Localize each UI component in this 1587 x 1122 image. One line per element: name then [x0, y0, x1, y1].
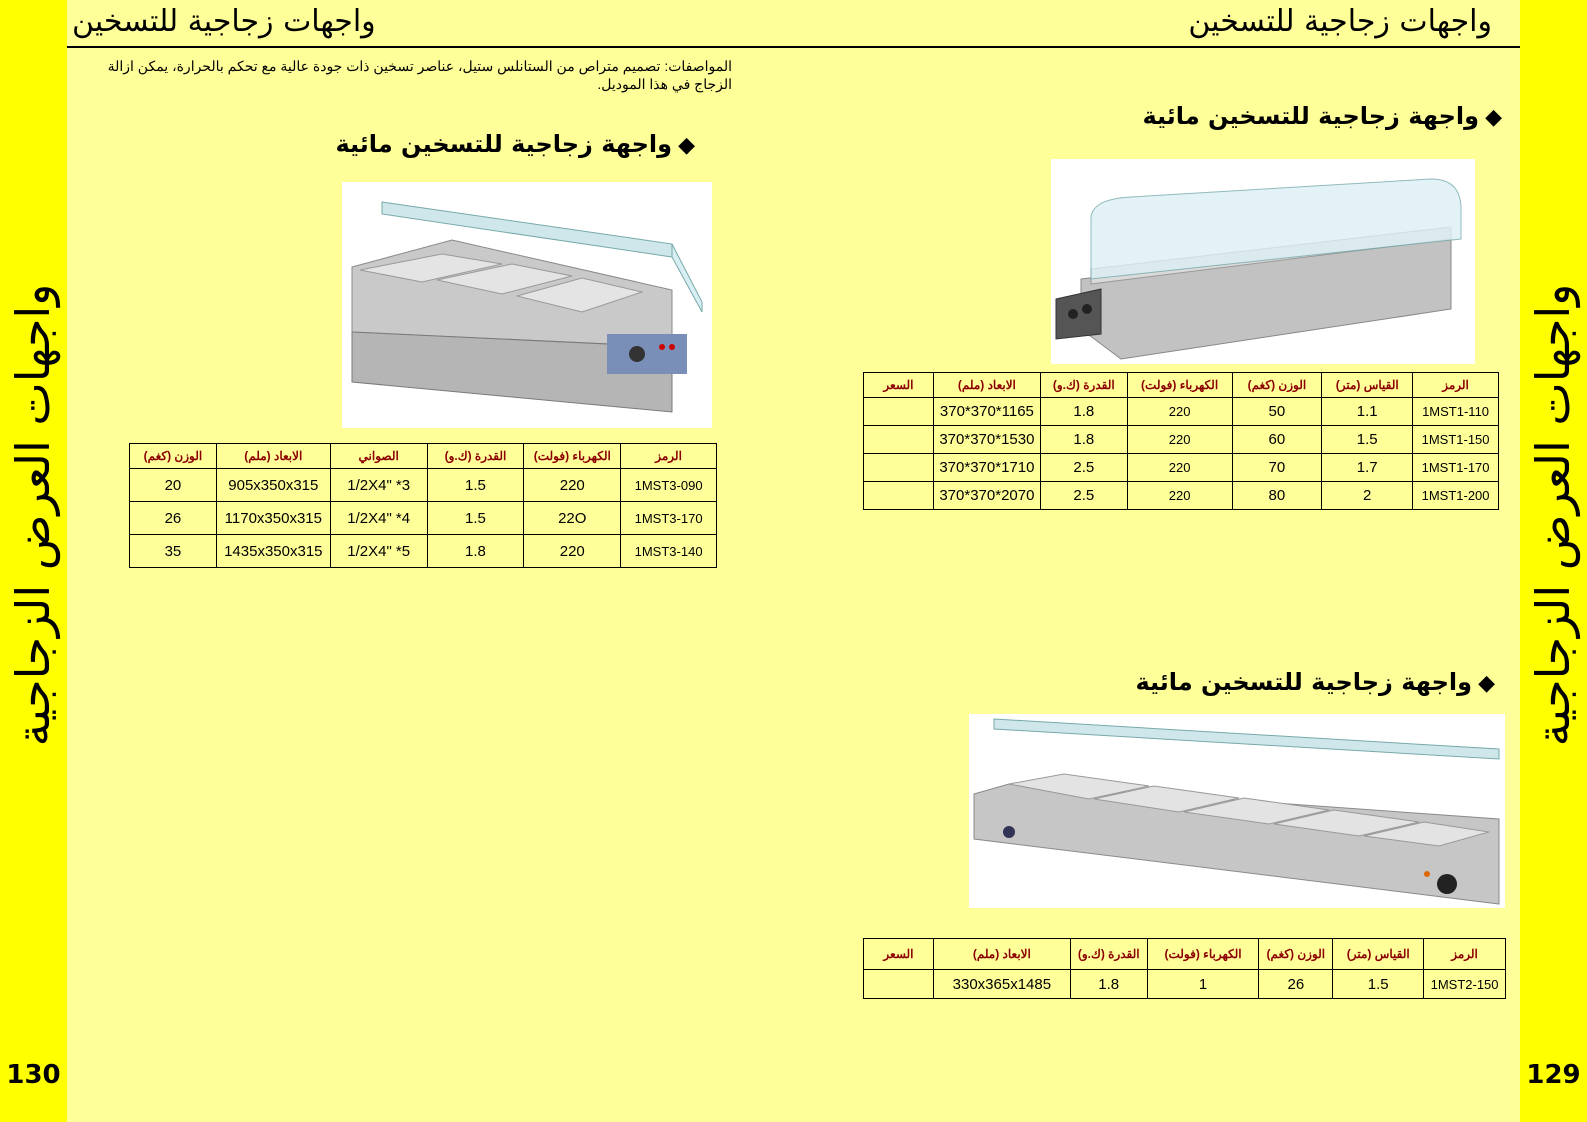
table-header-cell: السعر: [864, 373, 934, 398]
table-header-cell: القدرة (ك.و): [427, 444, 524, 469]
table-cell: 4* "1/2X4: [330, 502, 427, 535]
table-cell: 1165*370*370: [933, 398, 1040, 426]
table-cell: [864, 398, 934, 426]
table-cell: 220: [524, 469, 621, 502]
table-cell: [864, 426, 934, 454]
table-cell: 35: [130, 535, 217, 568]
table-header-row: [130, 444, 717, 469]
table-row: [864, 454, 1499, 482]
table-header-row: [864, 939, 1506, 970]
table-cell: 26: [1259, 970, 1333, 999]
table-header-cell: الوزن (كغم): [1259, 939, 1333, 970]
table-cell: 1.7: [1322, 454, 1413, 482]
table-header-cell: الصواني: [330, 444, 427, 469]
table-cell: 1435x350x315: [216, 535, 330, 568]
table-cell: 1.8: [1040, 426, 1127, 454]
table-cell: 1MST1-200: [1413, 482, 1499, 510]
table-header-cell: الرمز: [1424, 939, 1506, 970]
right-header-title: واجهات زجاجية للتسخين: [1188, 4, 1492, 39]
table-header-cell: الابعاد (ملم): [933, 373, 1040, 398]
left-page-number: 130: [6, 1060, 61, 1090]
table-cell: 1MST3-170: [621, 502, 717, 535]
diamond-bullet-icon: ◆: [1485, 105, 1502, 130]
table-row: [864, 482, 1499, 510]
table-header-cell: الابعاد (ملم): [933, 939, 1070, 970]
table-header-cell: الوزن (كغم): [130, 444, 217, 469]
left-vertical-title: واجهات العرض الزجاجية: [6, 283, 60, 747]
table-cell: 5* "1/2X4: [330, 535, 427, 568]
spec-table-2: [863, 372, 1499, 510]
table-header-row: [864, 373, 1499, 398]
table-row: [130, 502, 717, 535]
table-cell: 330x365x1485: [933, 970, 1070, 999]
table-cell: 1MST3-090: [621, 469, 717, 502]
table-cell: 2.5: [1040, 454, 1127, 482]
table-row: [130, 535, 717, 568]
specs-note: المواصفات: تصميم متراص من الستانلس ستيل، عناصر تسخين ذات جودة عالية مع تحكم بالحرارة، يمكن ازالة الزجاج في هذا الموديل.: [107, 58, 732, 92]
table-cell: 1MST1-150: [1413, 426, 1499, 454]
table-cell: 905x350x315: [216, 469, 330, 502]
table-header-cell: الرمز: [1413, 373, 1499, 398]
table-cell: 26: [130, 502, 217, 535]
table-row: [130, 469, 717, 502]
table-cell: 1710*370*370: [933, 454, 1040, 482]
table-cell: 1MST1-110: [1413, 398, 1499, 426]
right-side-band: [1520, 0, 1587, 1122]
table-cell: 220: [1127, 454, 1232, 482]
table-header-cell: الكهرباء (فولت): [1147, 939, 1259, 970]
section-title-2: ◆واجهة زجاجية للتسخين مائية: [1142, 102, 1502, 130]
bain-marie-curved-glass-icon: [1051, 159, 1475, 364]
table-cell: 1MST1-170: [1413, 454, 1499, 482]
table-cell: 1.1: [1322, 398, 1413, 426]
table-cell: 2070*370*370: [933, 482, 1040, 510]
table-header-cell: الكهرباء (فولت): [524, 444, 621, 469]
right-vertical-title: واجهات العرض الزجاجية: [1526, 283, 1580, 747]
bain-marie-5-pan-icon: [969, 714, 1505, 908]
table-cell: 2.5: [1040, 482, 1127, 510]
table-header-cell: الرمز: [621, 444, 717, 469]
table-cell: 220: [524, 535, 621, 568]
table-cell: 22O: [524, 502, 621, 535]
spec-table-3: [863, 938, 1506, 999]
table-cell: 1MST2-150: [1424, 970, 1506, 999]
table-cell: 2: [1322, 482, 1413, 510]
right-page-number: 129: [1526, 1060, 1581, 1090]
table-row: [864, 398, 1499, 426]
table-cell: 20: [130, 469, 217, 502]
table-cell: 60: [1232, 426, 1322, 454]
table-cell: 1: [1147, 970, 1259, 999]
table-cell: 1.5: [427, 502, 524, 535]
table-header-cell: القدرة (ك.و): [1040, 373, 1127, 398]
diamond-bullet-icon: ◆: [678, 133, 695, 158]
table-cell: 220: [1127, 398, 1232, 426]
left-header-title: واجهات زجاجية للتسخين: [72, 4, 376, 39]
table-cell: 1170x350x315: [216, 502, 330, 535]
table-cell: 1.5: [1333, 970, 1424, 999]
table-cell: 220: [1127, 482, 1232, 510]
left-side-band: [0, 0, 67, 1122]
table-cell: 50: [1232, 398, 1322, 426]
spec-table-1: [129, 443, 717, 568]
table-cell: 1.5: [427, 469, 524, 502]
product-photo-5-pan: [969, 714, 1505, 908]
product-photo-long-curved: [1051, 159, 1475, 364]
bain-marie-3-pan-icon: [342, 182, 712, 428]
table-cell: 1.5: [1322, 426, 1413, 454]
table-header-cell: القياس (متر): [1333, 939, 1424, 970]
table-header-cell: الابعاد (ملم): [216, 444, 330, 469]
table-cell: [864, 970, 934, 999]
table-cell: 1.8: [427, 535, 524, 568]
table-cell: 70: [1232, 454, 1322, 482]
table-header-cell: القياس (متر): [1322, 373, 1413, 398]
table-row: [864, 426, 1499, 454]
table-header-cell: السعر: [864, 939, 934, 970]
table-cell: 220: [1127, 426, 1232, 454]
table-cell: [864, 454, 934, 482]
table-cell: 80: [1232, 482, 1322, 510]
table-cell: [864, 482, 934, 510]
table-cell: 3* "1/2X4: [330, 469, 427, 502]
table-row: [864, 970, 1506, 999]
table-cell: 1.8: [1070, 970, 1147, 999]
section-title-3: ◆واجهة زجاجية للتسخين مائية: [1135, 668, 1495, 696]
product-photo-3-pan: [342, 182, 712, 428]
section-title-1: ◆واجهة زجاجية للتسخين مائية: [335, 130, 695, 158]
table-header-cell: القدرة (ك.و): [1070, 939, 1147, 970]
table-cell: 1530*370*370: [933, 426, 1040, 454]
header-divider: [67, 46, 1520, 48]
table-header-cell: الكهرباء (فولت): [1127, 373, 1232, 398]
table-cell: 1.8: [1040, 398, 1127, 426]
table-header-cell: الوزن (كغم): [1232, 373, 1322, 398]
diamond-bullet-icon: ◆: [1478, 671, 1495, 696]
table-cell: 1MST3-140: [621, 535, 717, 568]
